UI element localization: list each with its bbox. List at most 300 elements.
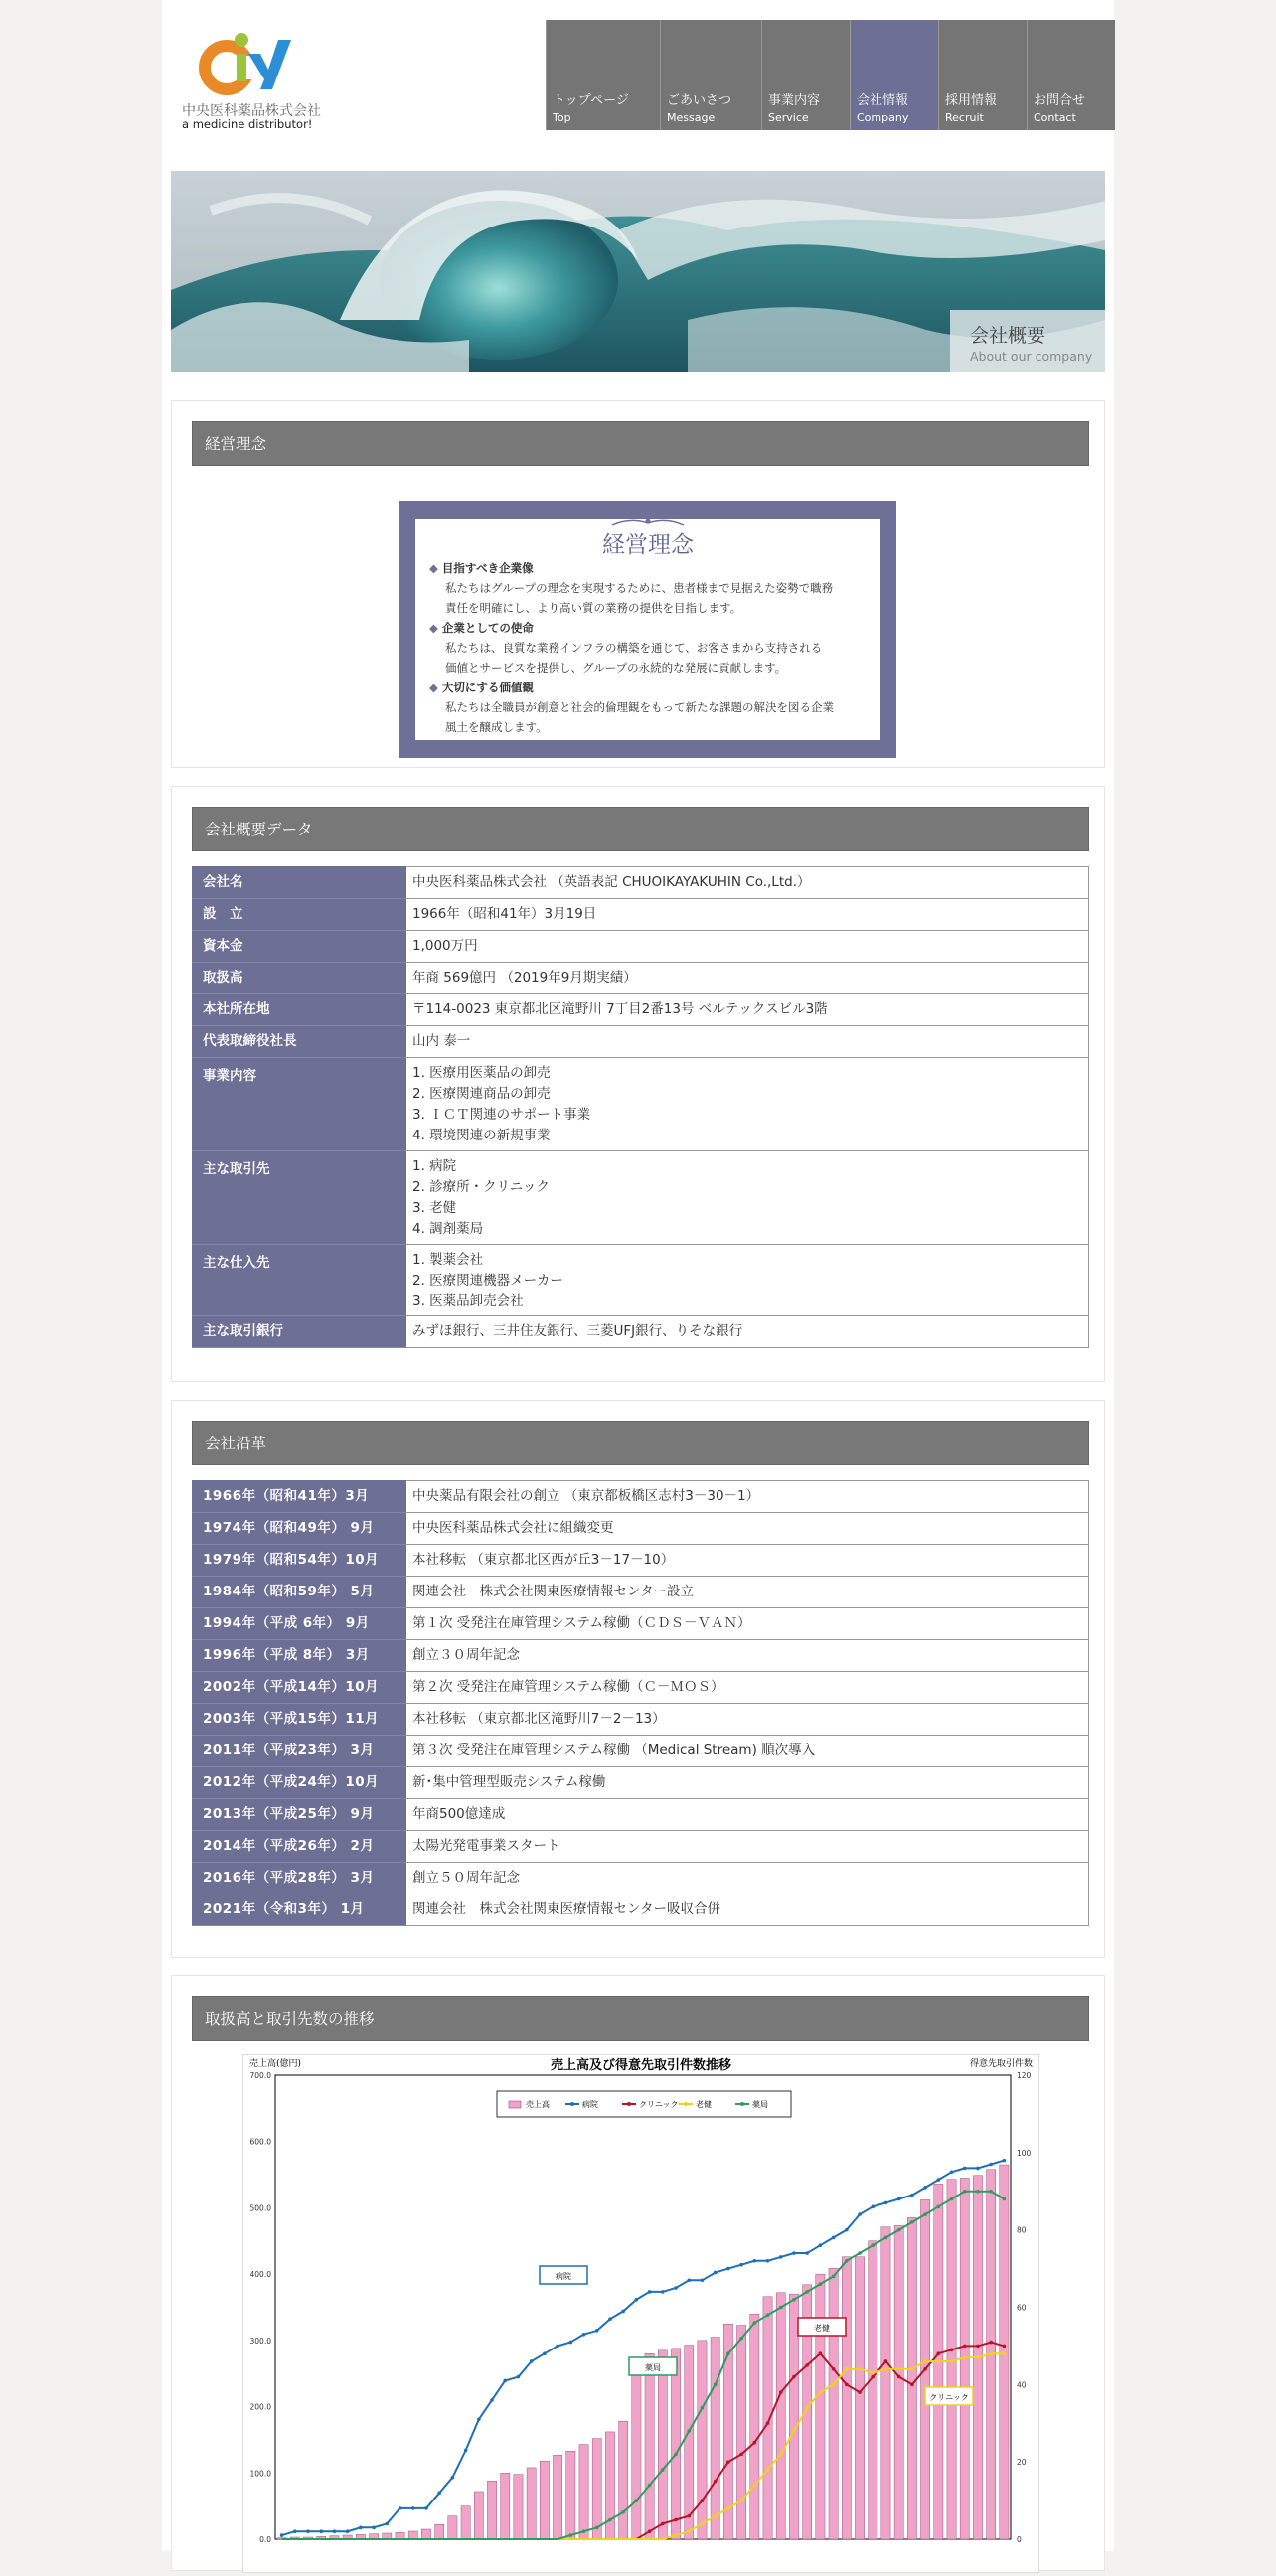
data-point	[819, 2243, 823, 2247]
data-point	[779, 2306, 783, 2310]
list-item: 1. 医療用医薬品の卸売	[412, 1065, 551, 1081]
data-point	[701, 2522, 705, 2526]
data-point	[766, 2421, 770, 2425]
history-date: 2014年（平成26年） 2月	[193, 1831, 406, 1863]
sales-bar	[869, 2241, 877, 2539]
sales-bar	[501, 2473, 510, 2539]
table-row	[193, 1545, 1089, 1577]
data-point	[451, 2476, 455, 2480]
data-point	[661, 2290, 665, 2294]
sales-bar	[671, 2349, 680, 2539]
data-point	[845, 2259, 849, 2263]
data-point	[910, 2367, 914, 2371]
data-point	[989, 2341, 993, 2345]
history-event: 創立３０周年記念	[406, 1640, 1089, 1672]
data-point	[372, 2526, 376, 2530]
data-point	[871, 2371, 875, 2375]
table-row	[193, 1577, 1089, 1608]
sales-bar	[396, 2532, 404, 2539]
data-point	[648, 2290, 652, 2294]
history-date: 1984年（昭和59年） 5月	[193, 1577, 406, 1608]
data-point	[792, 2251, 796, 2255]
sales-bar	[553, 2455, 561, 2539]
plot-area	[250, 2071, 1032, 2544]
main-nav	[546, 20, 1115, 130]
company-tagline: a medicine distributor!	[182, 117, 313, 131]
data-point	[884, 2236, 888, 2240]
data-point	[858, 2367, 862, 2371]
data-point	[937, 2178, 941, 2182]
table-row	[193, 1672, 1089, 1704]
data-point	[832, 2275, 836, 2279]
data-point	[989, 2163, 993, 2167]
page-container	[162, 0, 1114, 2551]
row-value	[406, 1151, 1089, 1245]
data-point	[989, 2190, 993, 2194]
data-point	[359, 2526, 363, 2530]
data-point	[871, 2205, 875, 2209]
data-point	[884, 2367, 888, 2371]
philosophy-image	[399, 501, 896, 758]
nav-label: 事業内容	[768, 93, 821, 108]
data-point	[950, 2197, 954, 2201]
data-point	[884, 2201, 888, 2205]
data-point	[910, 2383, 914, 2387]
data-point	[805, 2363, 809, 2367]
list-item: 3. 医薬品卸売会社	[412, 1293, 524, 1309]
history-date: 1974年（昭和49年） 9月	[193, 1513, 406, 1545]
philosophy-text	[429, 558, 877, 737]
row-label: 設 立	[193, 899, 406, 931]
legend-label: 売上高	[526, 2100, 550, 2109]
sales-bar	[579, 2445, 588, 2539]
data-point	[779, 2255, 783, 2259]
sales-bar	[408, 2531, 417, 2539]
data-point	[714, 2271, 718, 2275]
history-event: 創立５０周年記念	[406, 1863, 1089, 1894]
data-point	[687, 2429, 691, 2433]
y2-tick-label: 60	[1017, 2303, 1027, 2313]
history-event: 関連会社 株式会社関東医療情報センター設立	[406, 1577, 1089, 1608]
list-item: 4. 調剤薬局	[412, 1221, 484, 1237]
table-row	[193, 1316, 1089, 1348]
nav-label: お問合せ	[1034, 93, 1086, 108]
legend-marker	[740, 2102, 744, 2106]
data-point	[910, 2220, 914, 2224]
philosophy-line: 私たちは全職員が創意と社会的倫理観をもって新たな課題の解決を図る企業	[445, 700, 834, 714]
data-point	[569, 2341, 573, 2345]
table-row	[193, 1058, 1089, 1151]
data-point	[701, 2499, 705, 2502]
sales-bar	[750, 2314, 759, 2539]
data-point	[569, 2533, 573, 2537]
diamond-icon: ◆	[429, 561, 438, 575]
row-value: 1,000万円	[406, 931, 1089, 963]
data-point	[937, 2205, 941, 2209]
row-value	[406, 1058, 1089, 1151]
history-date: 1994年（平成 6年） 9月	[193, 1608, 406, 1640]
data-point	[989, 2351, 993, 2355]
sales-bar	[907, 2217, 916, 2539]
data-point	[963, 2355, 967, 2359]
data-point	[386, 2522, 390, 2526]
nav-sublabel: Contact	[1034, 111, 1076, 124]
philosophy-line: 責任を明確にし、より高い質の業務の提供を目指します。	[445, 601, 742, 615]
row-value: 中央医科薬品株式会社 （英語表記 CHUOIKAYAKUHIN Co.,Ltd.）	[406, 867, 1089, 899]
data-point	[739, 2263, 743, 2267]
y-tick-label: 600.0	[249, 2137, 271, 2147]
data-point	[923, 2367, 927, 2371]
data-point	[333, 2529, 337, 2533]
philosophy-heading: ◆ 企業としての使命	[429, 621, 534, 635]
row-label: 主な取引銀行	[193, 1316, 406, 1348]
legend-label: クリニック	[639, 2100, 679, 2109]
data-point	[714, 2383, 718, 2387]
y2-tick-label: 100	[1017, 2148, 1032, 2158]
data-point	[726, 2506, 730, 2510]
data-point	[832, 2383, 836, 2387]
philosophy-section	[171, 400, 1105, 768]
legend-marker	[627, 2102, 631, 2106]
data-point	[910, 2194, 914, 2197]
data-point	[832, 2236, 836, 2240]
history-date: 2021年（令和3年） 1月	[193, 1894, 406, 1926]
data-point	[714, 2480, 718, 2484]
diamond-icon: ◆	[429, 621, 438, 635]
legend-label: 薬局	[752, 2100, 768, 2109]
history-date: 1979年（昭和54年）10月	[193, 1545, 406, 1577]
data-point	[937, 2359, 941, 2363]
y-tick-label: 0.0	[259, 2535, 271, 2544]
data-point	[845, 2228, 849, 2232]
data-point	[805, 2290, 809, 2294]
nav-sublabel: Top	[553, 111, 571, 124]
legend-label: 老健	[696, 2100, 712, 2109]
history-event: 太陽光発電事業スタート	[406, 1831, 1089, 1863]
nav-message[interactable]	[660, 20, 761, 130]
data-point	[950, 2170, 954, 2174]
nav-label: 採用情報	[945, 93, 998, 108]
history-event: 第３次 受発注在庫管理システム稼働 （Medical Stream) 順次導入	[406, 1736, 1089, 1767]
data-point	[399, 2506, 402, 2510]
table-row	[193, 1894, 1089, 1926]
sales-bar	[842, 2257, 851, 2539]
row-label: 会社名	[193, 867, 406, 899]
history-event: 第１次 受発注在庫管理システム稼働（ＣＤＳ－ＶＡＮ）	[406, 1608, 1089, 1640]
data-point	[306, 2529, 310, 2533]
nav-sublabel: Service	[768, 111, 809, 124]
list-item: 2. 診療所・クリニック	[412, 1179, 550, 1195]
data-point	[530, 2359, 534, 2363]
list-item: 1. 製薬会社	[412, 1252, 484, 1268]
data-point	[753, 2321, 757, 2325]
company-name: 中央医科薬品株式会社	[182, 103, 321, 119]
philosophy-line: 風土を醸成します。	[445, 720, 548, 734]
history-date: 2013年（平成25年） 9月	[193, 1799, 406, 1831]
table-row	[193, 1640, 1089, 1672]
data-point	[517, 2375, 521, 2379]
data-point	[621, 2310, 625, 2314]
data-point	[871, 2375, 875, 2379]
data-point	[766, 2259, 770, 2263]
sales-bar	[894, 2225, 903, 2539]
hero-caption	[950, 310, 1105, 372]
data-point	[739, 2453, 743, 2457]
sales-bar	[658, 2350, 667, 2539]
section-title: 経営理念	[192, 421, 1089, 466]
data-point	[1003, 2345, 1007, 2349]
nav-company[interactable]	[850, 20, 938, 130]
history-date: 2016年（平成28年） 3月	[193, 1863, 406, 1894]
sales-bar	[789, 2294, 798, 2539]
data-point	[648, 2529, 652, 2533]
table-row	[193, 963, 1089, 994]
row-label: 主な取引先	[193, 1151, 406, 1245]
data-point	[503, 2379, 507, 2383]
data-point	[687, 2278, 691, 2282]
sales-bar	[855, 2257, 864, 2539]
data-point	[923, 2186, 927, 2190]
table-row	[193, 1767, 1089, 1799]
data-point	[726, 2460, 730, 2464]
data-point	[477, 2418, 481, 2422]
sales-bar	[776, 2293, 785, 2539]
sales-bar	[592, 2439, 601, 2539]
data-point	[595, 2329, 599, 2333]
callout-label: 薬局	[645, 2363, 661, 2372]
legend-swatch	[509, 2101, 521, 2108]
philosophy-card	[415, 519, 880, 740]
data-point	[884, 2359, 888, 2363]
sales-bar	[736, 2326, 745, 2539]
table-row	[193, 1481, 1089, 1513]
data-point	[687, 2529, 691, 2533]
y2-tick-label: 0	[1017, 2535, 1022, 2544]
sales-bar	[448, 2516, 457, 2539]
table-row	[193, 1799, 1089, 1831]
sales-bar	[645, 2353, 654, 2539]
philosophy-heading: ◆ 目指すべき企業像	[429, 561, 534, 575]
list-item: 1. 病院	[412, 1158, 457, 1174]
data-point	[805, 2406, 809, 2410]
history-date: 1966年（昭和41年）3月	[193, 1481, 406, 1513]
data-point	[714, 2514, 718, 2518]
row-label: 本社所在地	[193, 994, 406, 1026]
table-row	[193, 1608, 1089, 1640]
data-point	[753, 2441, 757, 2445]
data-point	[753, 2484, 757, 2488]
chart-title: 売上高及び得意先取引件数推移	[550, 2058, 732, 2073]
chart-container	[242, 2054, 1039, 2573]
section-title: 取扱高と取引先数の推移	[192, 1996, 1089, 2041]
nav-contact[interactable]	[1027, 20, 1115, 130]
data-point	[1003, 2351, 1007, 2355]
nav-service[interactable]	[761, 20, 850, 130]
data-point	[963, 2167, 967, 2171]
table-row	[193, 899, 1089, 931]
data-point	[739, 2499, 743, 2502]
data-point	[635, 2298, 639, 2302]
data-point	[766, 2468, 770, 2472]
row-value: みずほ銀行、三井住友銀行、三菱UFJ銀行、りそな銀行	[406, 1316, 1089, 1348]
data-point	[819, 2351, 823, 2355]
table-row	[193, 1245, 1089, 1316]
y-tick-label: 100.0	[249, 2469, 271, 2479]
row-label: 代表取締役社長	[193, 1026, 406, 1058]
data-point	[701, 2406, 705, 2410]
hero-banner	[171, 171, 1105, 372]
sales-bar	[605, 2432, 614, 2539]
sales-bar	[632, 2372, 641, 2539]
history-body	[193, 1481, 1089, 1926]
data-point	[411, 2506, 415, 2510]
data-point	[976, 2345, 980, 2349]
nav-label: ごあいさつ	[667, 93, 732, 108]
data-point	[858, 2212, 862, 2216]
data-point	[897, 2197, 901, 2201]
history-table	[192, 1480, 1089, 1926]
data-point	[280, 2533, 284, 2537]
list-item: 3. 老健	[412, 1200, 457, 1216]
table-row	[193, 1151, 1089, 1245]
company-logo[interactable]	[199, 26, 294, 95]
list-item: 3. ＩＣＴ関連のサポート事業	[412, 1107, 591, 1123]
data-point	[293, 2529, 297, 2533]
list-item: 4. 環境関連の新規事業	[412, 1128, 551, 1143]
history-event: 関連会社 株式会社関東医療情報センター吸収合併	[406, 1894, 1089, 1926]
sales-bar	[881, 2227, 890, 2539]
row-label: 事業内容	[193, 1058, 406, 1151]
data-point	[687, 2514, 691, 2518]
table-row	[193, 1831, 1089, 1863]
callout-label: 病院	[556, 2272, 571, 2281]
data-point	[950, 2359, 954, 2363]
chart-y2label: 得意先取引件数	[969, 2059, 1033, 2069]
sales-bar	[461, 2506, 470, 2539]
sales-bar	[514, 2475, 523, 2539]
data-point	[674, 2453, 678, 2457]
data-point	[319, 2529, 323, 2533]
history-event: 中央医科薬品株式会社に組織変更	[406, 1513, 1089, 1545]
sales-bar	[474, 2492, 483, 2539]
legend-marker	[684, 2102, 688, 2106]
data-point	[661, 2468, 665, 2472]
philosophy-line: 私たちはグループの理念を実現するために、患者様まで見据えた姿勢で職務	[445, 581, 834, 595]
data-point	[346, 2529, 350, 2533]
philosophy-heading: ◆ 大切にする価値観	[429, 681, 534, 694]
nav-label: 会社情報	[857, 93, 909, 108]
data-point	[976, 2355, 980, 2359]
data-point	[464, 2449, 468, 2453]
y-tick-label: 300.0	[249, 2336, 271, 2346]
y2-tick-label: 20	[1017, 2458, 1027, 2468]
table-row	[193, 1863, 1089, 1894]
data-point	[726, 2267, 730, 2271]
table-row	[193, 1026, 1089, 1058]
nav-sublabel: Recruit	[945, 111, 984, 124]
data-point	[608, 2518, 612, 2522]
table-row	[193, 931, 1089, 963]
sales-bar	[816, 2274, 825, 2539]
nav-label: トップページ	[553, 93, 629, 108]
data-point	[437, 2492, 441, 2496]
data-point	[950, 2349, 954, 2352]
history-date: 2003年（平成15年）11月	[193, 1704, 406, 1736]
y-tick-label: 700.0	[249, 2071, 271, 2080]
history-date: 2002年（平成14年）10月	[193, 1672, 406, 1704]
sales-bar	[698, 2341, 707, 2539]
table-row	[193, 1704, 1089, 1736]
hero-title: 会社概要	[970, 325, 1046, 347]
table-row	[193, 1736, 1089, 1767]
history-event: 年商500億達成	[406, 1799, 1089, 1831]
y2-tick-label: 80	[1017, 2225, 1027, 2235]
data-point	[739, 2337, 743, 2341]
data-point	[792, 2429, 796, 2433]
list-item: 2. 医療関連機器メーカー	[412, 1273, 563, 1288]
overview-section	[171, 786, 1105, 1382]
callout-label: クリニック	[929, 2393, 969, 2402]
history-date: 2012年（平成24年）10月	[193, 1767, 406, 1799]
sales-bar	[685, 2346, 694, 2539]
history-date: 2011年（平成23年） 3月	[193, 1736, 406, 1767]
data-point	[976, 2167, 980, 2171]
history-section	[171, 1400, 1105, 1958]
data-point	[1003, 2197, 1007, 2201]
data-point	[674, 2533, 678, 2537]
data-point	[805, 2251, 809, 2255]
section-title: 会社概要データ	[192, 807, 1089, 851]
chart-section	[171, 1975, 1105, 2571]
table-row	[193, 1513, 1089, 1545]
nav-top[interactable]	[546, 20, 660, 130]
diamond-icon: ◆	[429, 681, 438, 694]
y2-tick-label: 120	[1017, 2071, 1032, 2080]
nav-recruit[interactable]	[938, 20, 1027, 130]
data-point	[556, 2345, 559, 2349]
data-point	[726, 2351, 730, 2355]
ornament-icon	[610, 517, 686, 527]
sales-bar	[619, 2421, 628, 2539]
row-value: 1966年（昭和41年）3月19日	[406, 899, 1089, 931]
data-point	[819, 2390, 823, 2394]
data-point	[543, 2351, 547, 2355]
data-point	[701, 2278, 705, 2282]
y2-tick-label: 40	[1017, 2380, 1027, 2390]
row-label: 資本金	[193, 931, 406, 963]
legend-marker	[570, 2102, 574, 2106]
data-point	[897, 2375, 901, 2379]
legend-label: 病院	[582, 2100, 598, 2109]
data-point	[779, 2453, 783, 2457]
data-point	[845, 2383, 849, 2387]
data-point	[661, 2522, 665, 2526]
data-point	[582, 2333, 586, 2337]
data-point	[635, 2499, 639, 2502]
history-event: 第２次 受発注在庫管理システム稼働（Ｃ－ＭＯＳ）	[406, 1672, 1089, 1704]
sales-bar	[421, 2529, 430, 2539]
sales-bar	[829, 2268, 838, 2539]
data-point	[779, 2390, 783, 2394]
callout-label: 老健	[814, 2324, 830, 2333]
y-tick-label: 200.0	[249, 2402, 271, 2412]
philosophy-line: 私たちは、良質な業務インフラの構築を通じて、お客さまから支持される	[445, 641, 823, 655]
y-tick-label: 500.0	[249, 2203, 271, 2213]
history-date: 1996年（平成 8年） 3月	[193, 1640, 406, 1672]
overview-table	[192, 866, 1089, 1348]
data-point	[858, 2251, 862, 2255]
data-point	[963, 2190, 967, 2194]
